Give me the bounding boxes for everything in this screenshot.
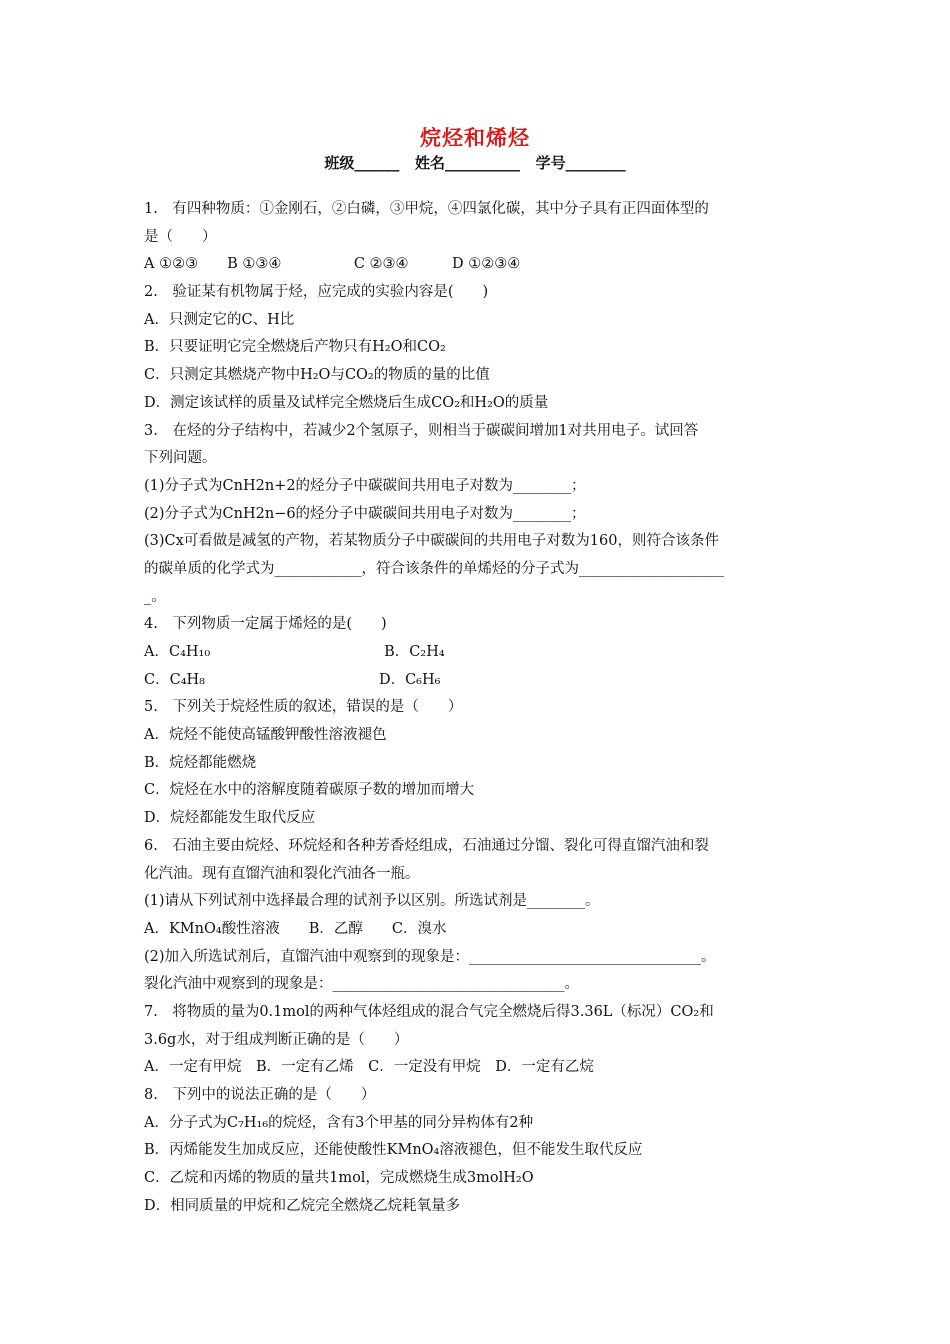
- q8-option-c: C．乙烷和丙烯的物质的量共1mol，完成燃烧生成3molH₂O: [144, 1170, 534, 1187]
- q4-options-ab: A．C₄H₁₀ B．C₂H₄: [144, 644, 445, 660]
- q2-option-d: D．测定该试样的质量及试样完全燃烧后生成CO₂和H₂O的质量: [144, 394, 549, 411]
- q8-option-a: A．分子式为C₇H₁₆的烷烃，含有3个甲基的同分异构体有2种: [144, 1114, 534, 1131]
- q8-stem: 8. 下列中的说法正确的是（ ）: [144, 1087, 376, 1103]
- q2-option-b: B．只要证明它完全燃烧后产物只有H₂O和CO₂: [144, 339, 446, 356]
- q6-part2-line1: (2)加入所选试剂后，直馏汽油中观察到的现象是：________________________________。: [144, 948, 716, 965]
- q2-stem: 2. 验证某有机物属于烃，应完成的实验内容是( ): [144, 284, 489, 301]
- q3-part3-line1: (3)Cx可看做是减氢的产物，若某物质分子中碳碳间的共用电子对数为160，则符合该条件: [144, 533, 719, 550]
- q6-stem-line2: 化汽油。现有直馏汽油和裂化汽油各一瓶。: [144, 865, 420, 882]
- q5-option-a: A．烷烃不能使高锰酸钾酸性溶液褪色: [144, 727, 387, 744]
- q7-stem-line1: 7. 将物质的量为0.1mol的两种气体烃组成的混合气完全燃烧后得3.36L（标况）CO₂和: [144, 1003, 714, 1020]
- q5-option-b: B．烷烃都能燃烧: [144, 754, 257, 771]
- q3-part3-line2: 的碳单质的化学式为____________，符合该条件的单烯烃的分子式为____________________: [144, 560, 724, 577]
- q6-part1-options: A．KMnO₄酸性溶液 B．乙醇 C．溴水: [144, 920, 447, 937]
- q7-stem-line2: 3.6g水，对于组成判断正确的是（ ）: [144, 1031, 409, 1048]
- q3-part1: (1)分子式为CnH2n+2的烃分子中碳碳间共用电子对数为________；: [144, 477, 586, 494]
- q2-option-a: A．只测定它的C、H比: [144, 311, 295, 328]
- student-info-line: 班级______ 姓名__________ 学号________: [324, 154, 626, 172]
- q2-option-c: C．只测定其燃烧产物中H₂O与CO₂的物质的量的比值: [144, 367, 490, 384]
- question-body: [144, 196, 810, 1220]
- q5-option-c: C．烷烃在水中的溶解度随着碳原子数的增加而增大: [144, 782, 475, 799]
- q5-option-d: D．烷烃都能发生取代反应: [144, 810, 316, 827]
- q4-options-cd: C．C₄H₈ D．C₆H₆: [144, 671, 441, 688]
- q7-options: A．一定有甲烷 B．一定有乙烯 C．一定没有甲烷 D．一定有乙烷: [144, 1059, 594, 1076]
- q6-part2-line2: 裂化汽油中观察到的现象是：________________________________。: [144, 976, 579, 993]
- q5-stem: 5. 下列关于烷烃性质的叙述，错误的是（ ）: [144, 699, 463, 716]
- q1-options: A ①②③ B ①③④ C ②③④ D ①②③④: [144, 256, 521, 273]
- q6-part1: (1)请从下列试剂中选择最合理的试剂予以区别。所选试剂是________。: [144, 893, 600, 910]
- q6-stem-line1: 6. 石油主要由烷烃、环烷烃和各种芳香烃组成，石油通过分馏、裂化可得直馏汽油和裂: [144, 837, 709, 854]
- q3-part3-line3: _。: [144, 588, 166, 605]
- q3-stem-line2: 下列问题。: [144, 450, 217, 467]
- q4-stem: 4. 下列物质一定属于烯烃的是( ): [144, 616, 387, 633]
- q3-stem-line1: 3. 在烃的分子结构中，若减少2个氢原子，则相当于碳碳间增加1对共用电子。试回答: [144, 422, 699, 439]
- q8-option-b: B．丙烯能发生加成反应，还能使酸性KMnO₄溶液褪色，但不能发生取代反应: [144, 1142, 643, 1159]
- q1-stem-line2: 是（ ）: [144, 228, 217, 245]
- document-title: 烷烃和烯烃: [420, 126, 530, 150]
- q3-part2: (2)分子式为CnH2n−6的烃分子中碳碳间共用电子对数为________；: [144, 505, 586, 522]
- q8-option-d: D．相同质量的甲烷和乙烷完全燃烧乙烷耗氧量多: [144, 1197, 461, 1214]
- q1-stem-line1: 1. 有四种物质：①金刚石，②白磷，③甲烷，④四氯化碳，其中分子具有正四面体型的: [144, 201, 709, 217]
